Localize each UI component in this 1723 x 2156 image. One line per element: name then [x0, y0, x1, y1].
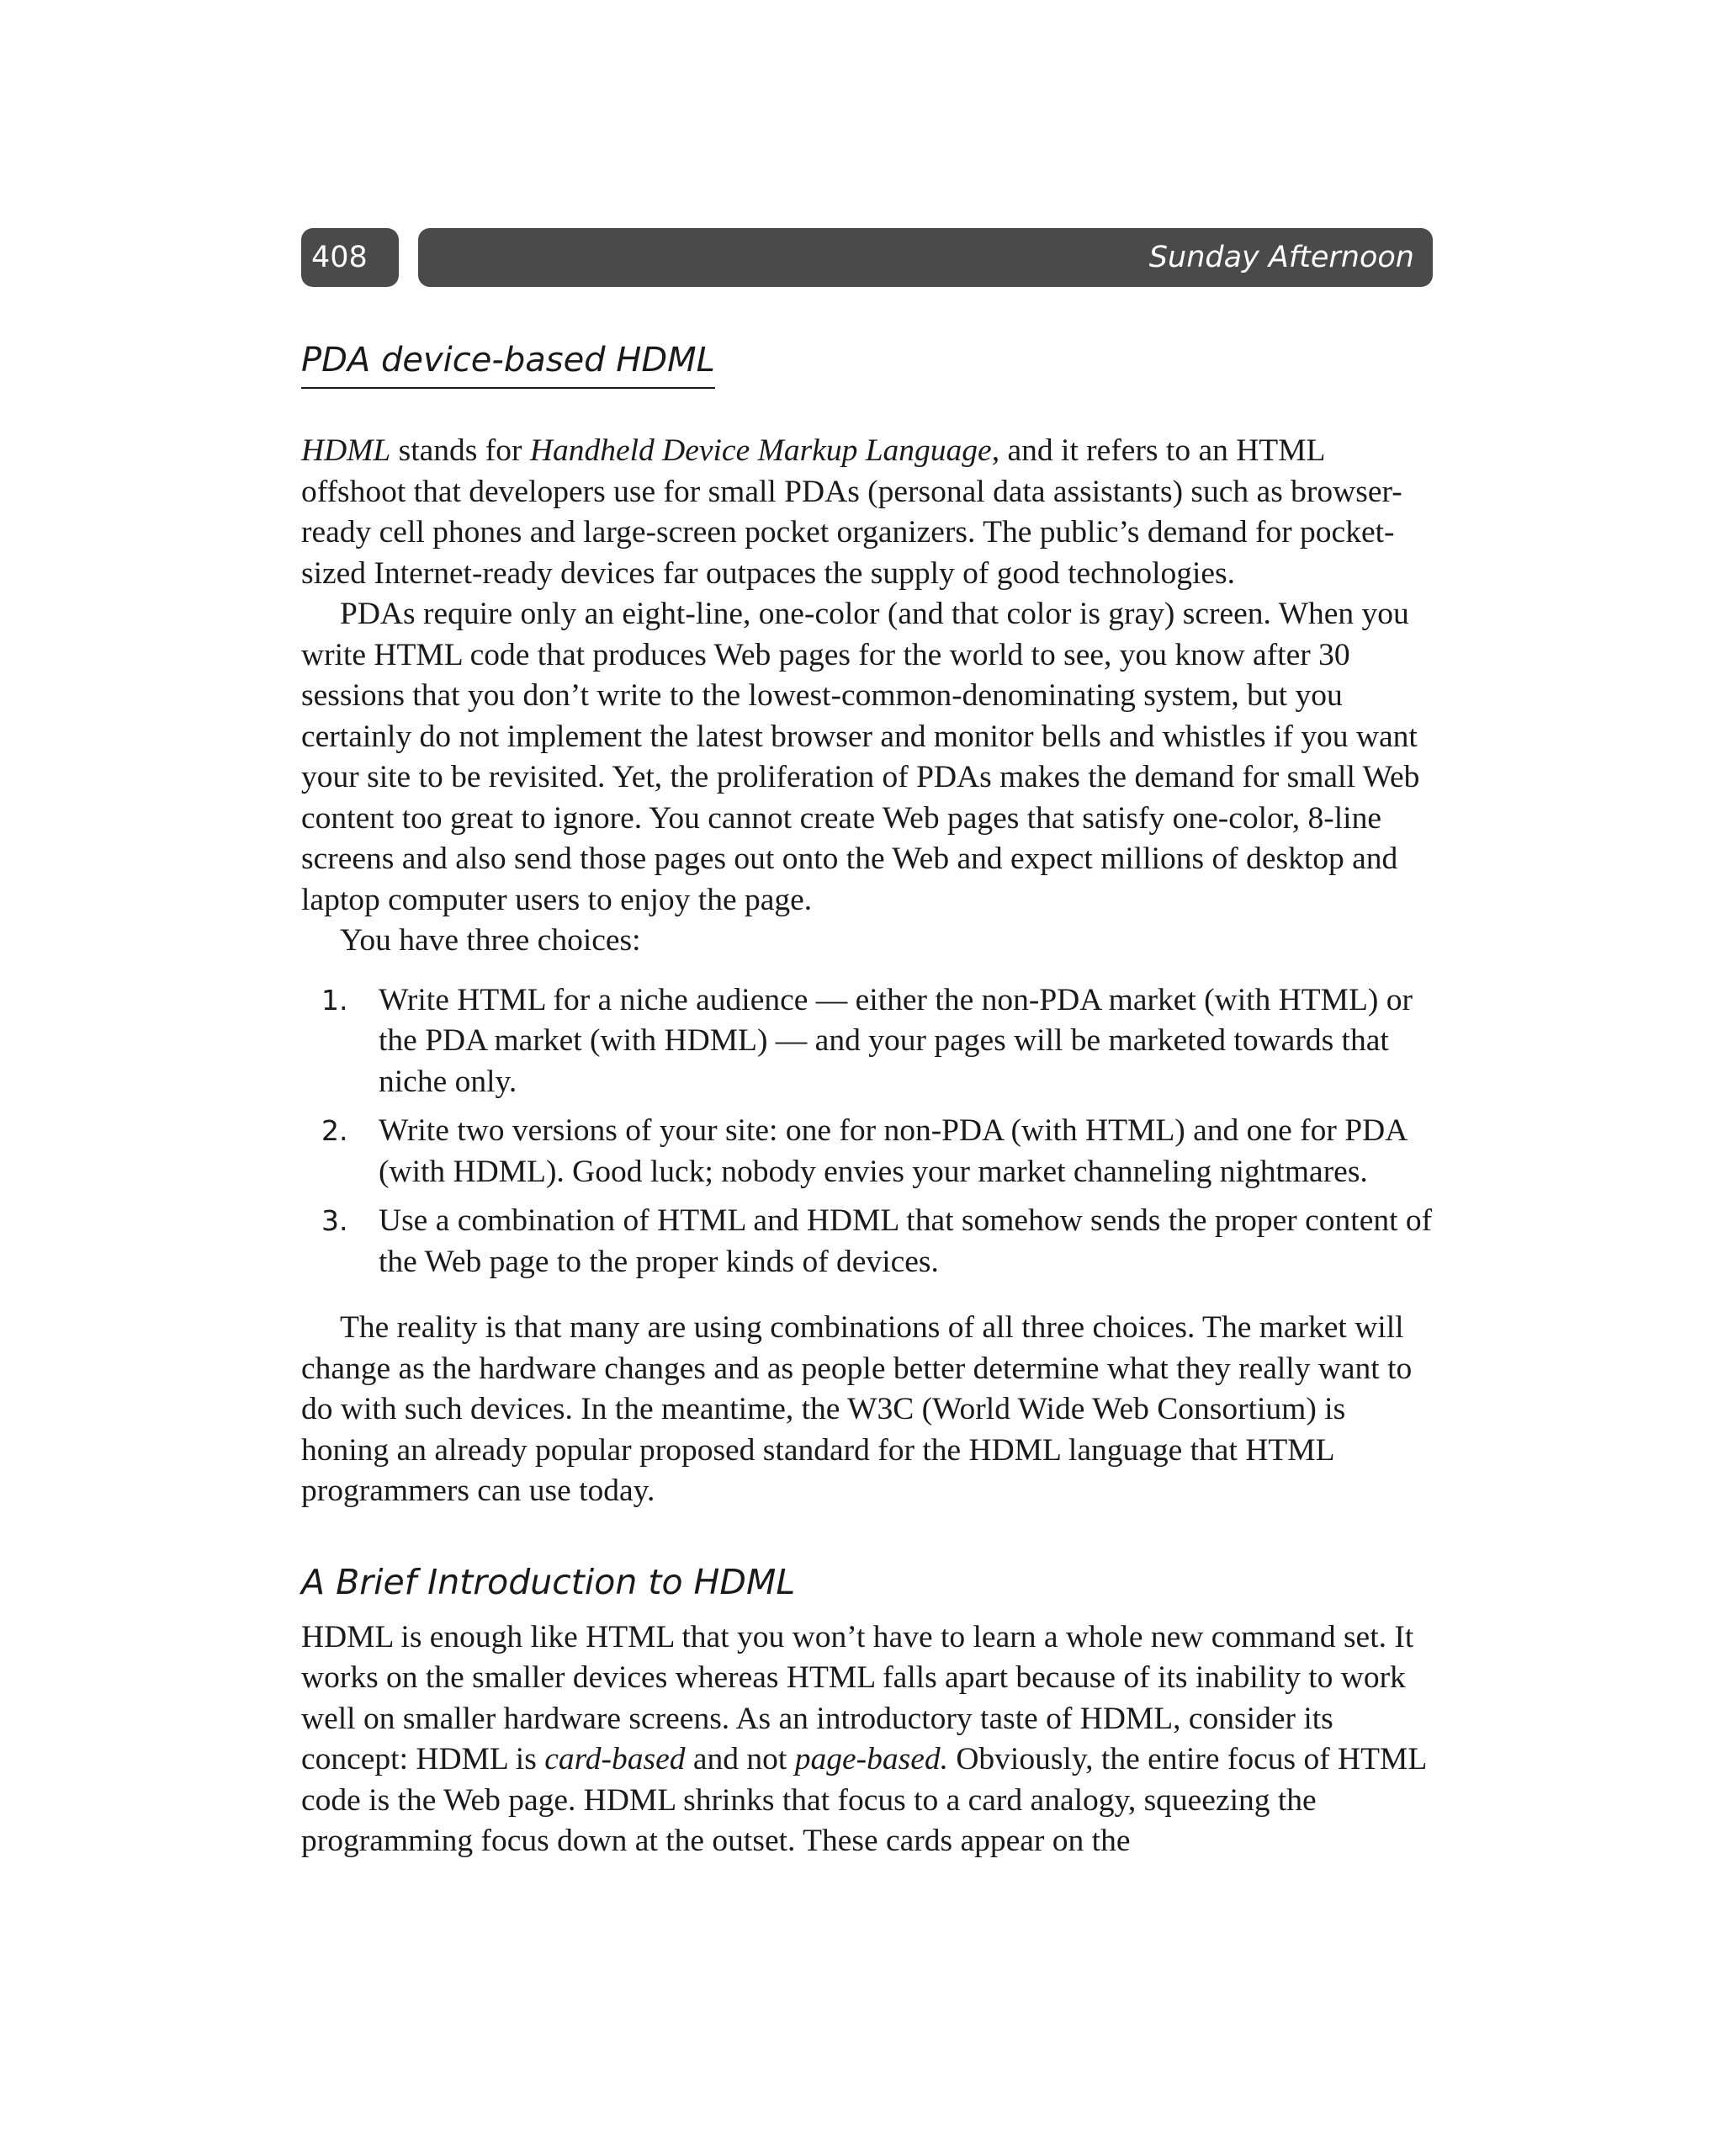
list-item-text: Use a combination of HTML and HDML that somehow sends the proper content of the Web page to the proper kinds of devices.: [379, 1203, 1433, 1279]
list-item: [301, 1111, 1433, 1192]
list-number: 1.: [321, 983, 348, 1017]
list-item: [301, 980, 1433, 1103]
section-heading-brief-intro: A Brief Introduction to HDML: [301, 1561, 796, 1602]
list-number: 2.: [321, 1114, 348, 1147]
list-item-text: Write two versions of your site: one for non-PDA (with HTML) and one for PDA (with HDML). Good luck; nobody envies your market channeling nightmares.: [379, 1113, 1407, 1189]
term-hdml: HDML: [301, 433, 391, 468]
running-header: Sunday Afternoon: [418, 228, 1433, 287]
paragraph-three-choices: You have three choices:: [340, 923, 641, 958]
list-number: 3.: [321, 1204, 348, 1237]
list-item: [301, 1201, 1433, 1282]
list-item-text: Write HTML for a niche audience — either the non-PDA market (with HTML) or the PDA market (with HDML) — and your pages will be marketed towards that niche only.: [379, 982, 1413, 1099]
paragraph-reality: The reality is that many are using combinations of all three choices. The market will change as the hardware changes and as people better determine what they really want to do with such devices. In the meantime, the W3C (World Wide Web Consortium) is honing an already popular proposed standard for the HDML language that HTML programmers can use today.: [301, 1310, 1413, 1508]
term-expansion: Handheld Device Markup Language,: [529, 433, 1000, 468]
term-card-based: card-based: [544, 1742, 686, 1776]
paragraph-hdml-intro: HDML is enough like HTML that you won’t have to learn a whole new command set. It works on the smaller devices whereas HTML falls apart because of its inability to work well on smaller hardware screens. As an introductory taste of HDML, consider its concept: HDML is card-based and not page-based. Obviously, the entire focus of HTML code is the Web page. HDML shrinks that focus to a card analogy, squeezing the programming focus down at the outset. These cards appear on the: [301, 1619, 1426, 1858]
page-body: [301, 337, 1433, 1862]
term-page-based: page-based.: [794, 1742, 948, 1776]
page-number: 408: [301, 228, 399, 287]
choices-list: [301, 980, 1433, 1283]
paragraph-hdml-definition: HDML stands for Handheld Device Markup Language, and it refers to an HTML offshoot that developers use for small PDAs (personal data assistants) such as browser-ready cell phones and large-screen pocket organizers. The public’s demand for pocket-sized Internet-ready devices far outpaces the supply of good technologies.: [301, 433, 1402, 591]
section-heading-pda-hdml: PDA device-based HDML: [301, 337, 715, 389]
paragraph-pda-requirements: PDAs require only an eight-line, one-color (and that color is gray) screen. When you write HTML code that produces Web pages for the world to see, you know after 30 sessions that you don’t write to the lowest-common-denominating system, but you certainly do not implement the latest browser and monitor bells and whistles if you want your site to be revisited. Yet, the proliferation of PDAs makes the demand for small Web content too great to ignore. You cannot create Web pages that satisfy one-color, 8-line screens and also send those pages out onto the Web and expect millions of desktop and laptop computer users to enjoy the page.: [301, 597, 1420, 917]
